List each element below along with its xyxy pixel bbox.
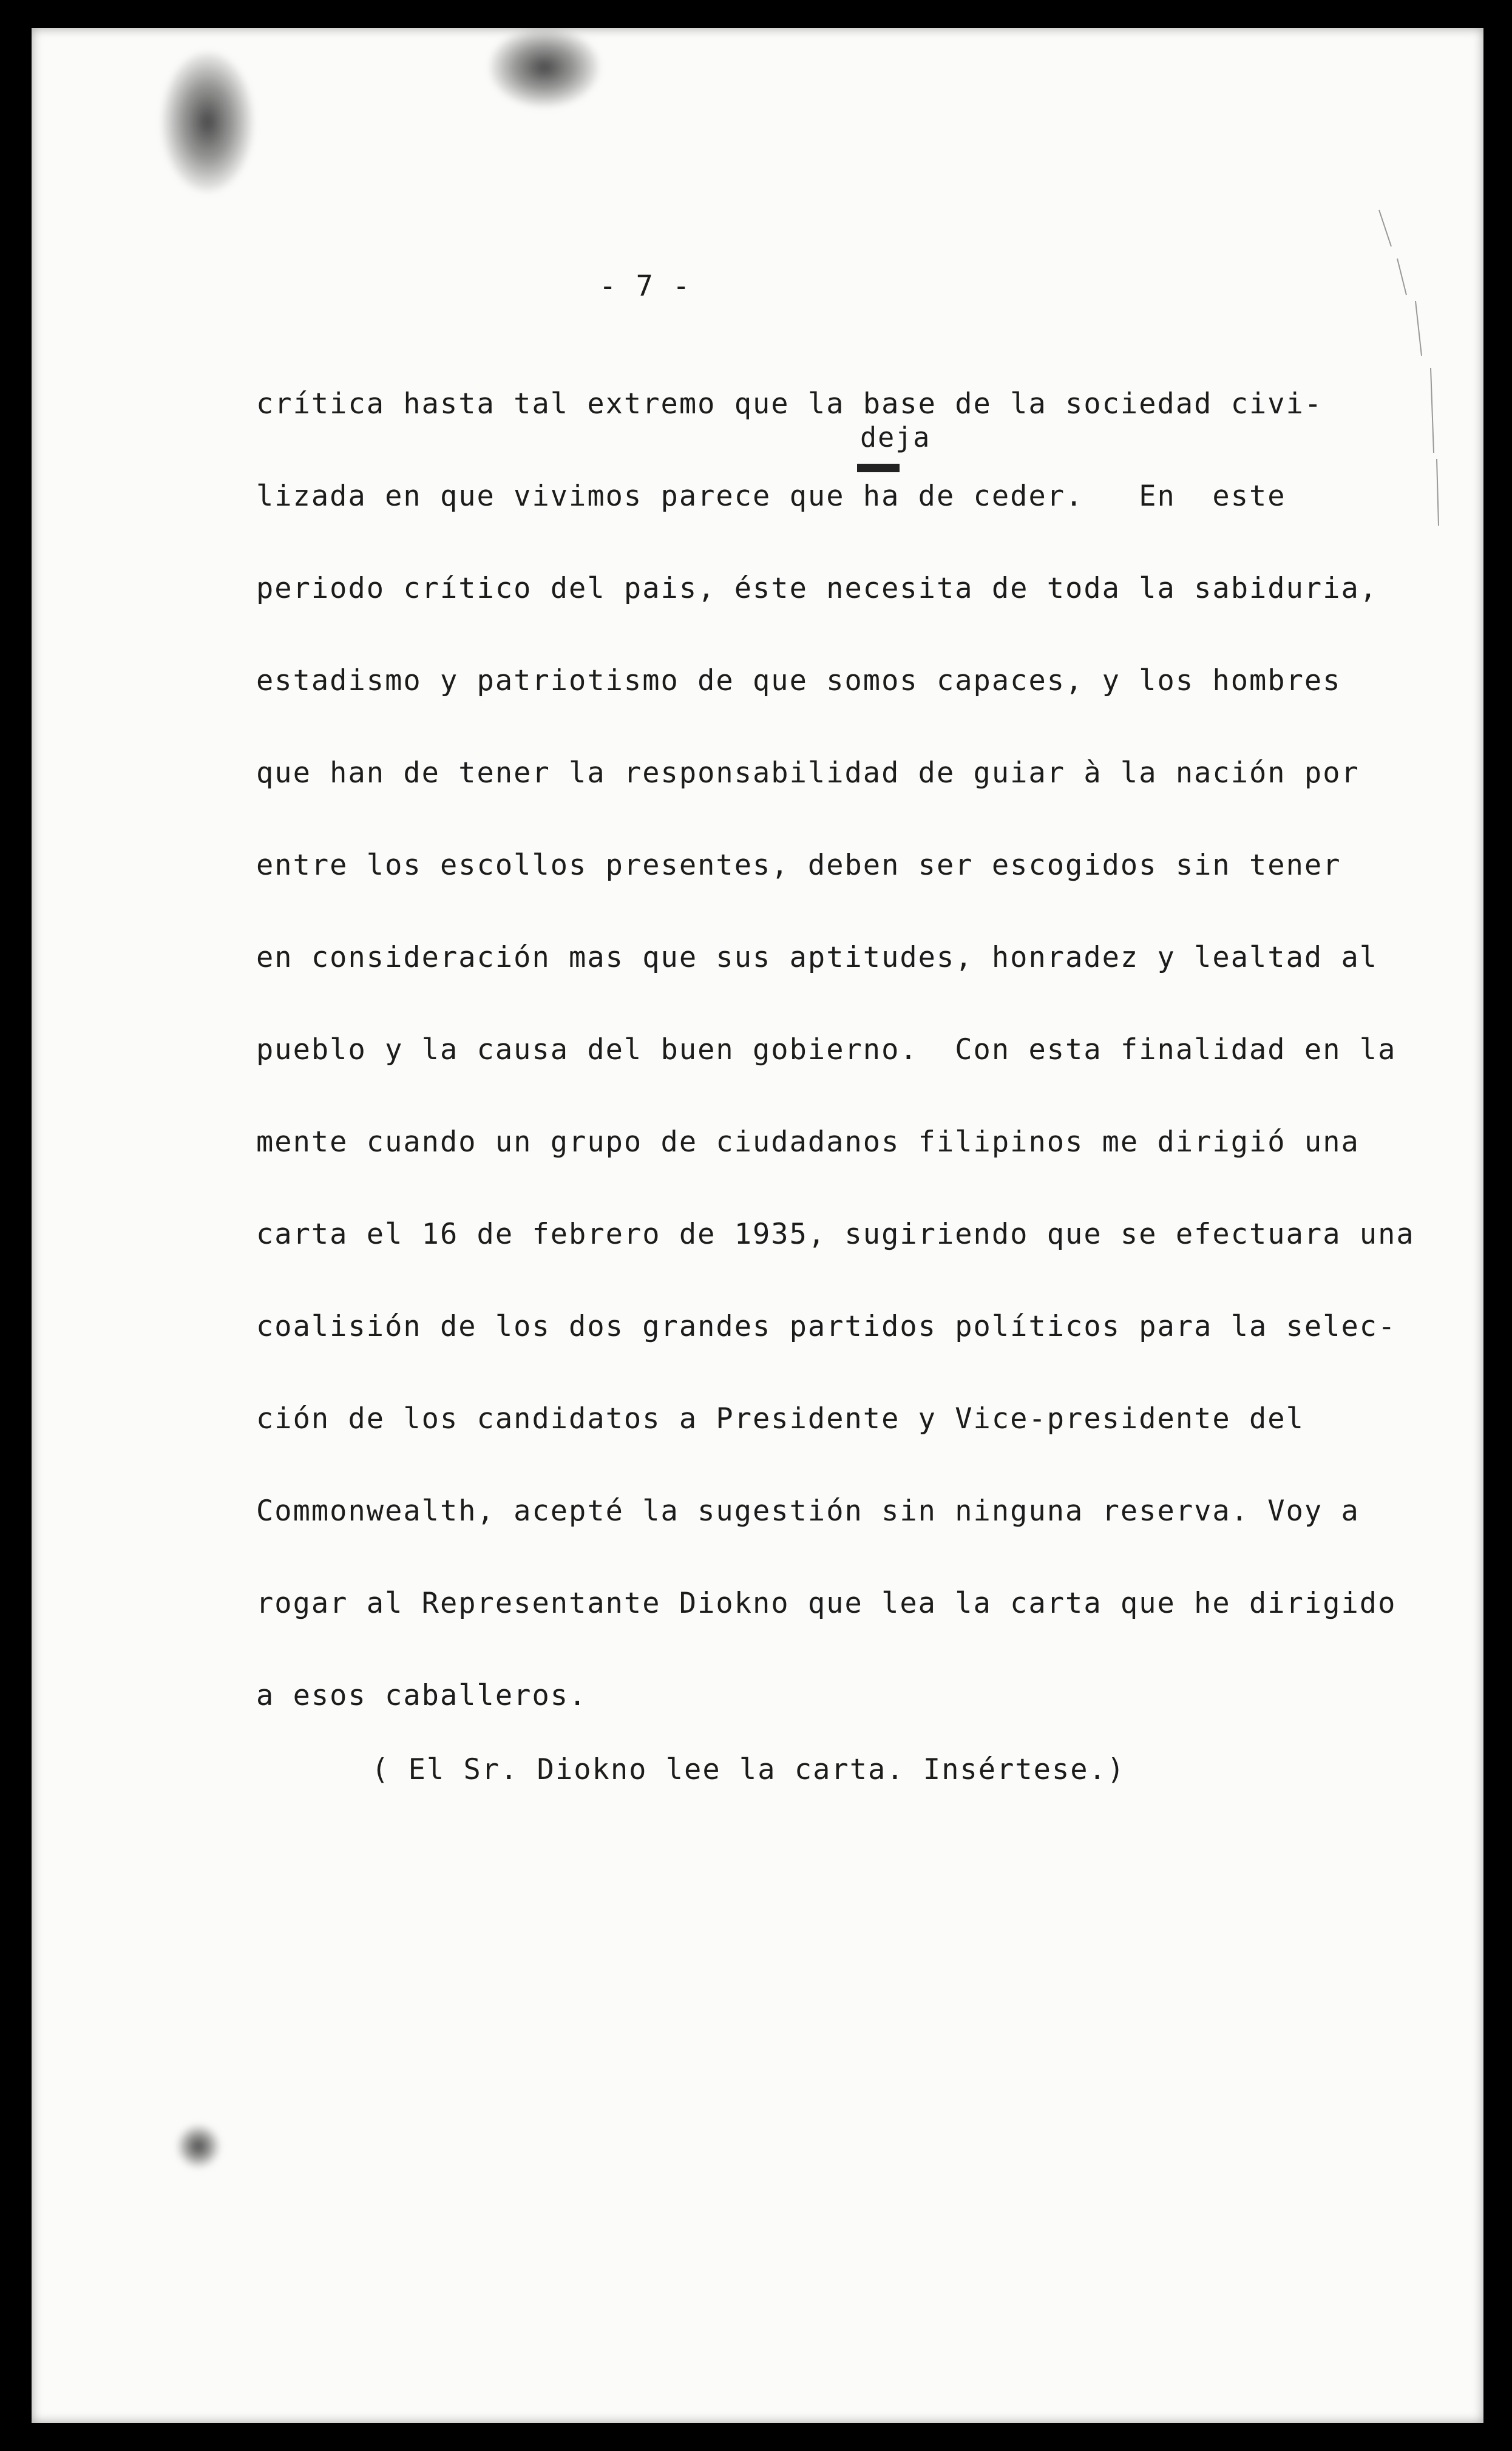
text-line: a esos caballeros. xyxy=(256,1679,588,1712)
ink-smudge-top-center xyxy=(490,28,599,107)
text-line: crítica hasta tal extremo que la base de la sociedad civi- xyxy=(256,387,1323,421)
text-line: estadismo y patriotismo de que somos capaces, y los hombres xyxy=(256,664,1341,697)
text-line: ción de los candidatos a Presidente y Vice-presidente del xyxy=(256,1402,1304,1436)
document-page xyxy=(32,28,1483,2423)
insertion-note: ( El Sr. Diokno lee la carta. Insértese.) xyxy=(371,1753,1126,1786)
text-line: Commonwealth, acepté la sugestión sin ninguna reserva. Voy a xyxy=(256,1494,1360,1528)
strikethrough-mark xyxy=(857,464,900,472)
text-line: lizada en que vivimos parece que ha de ceder. En este xyxy=(256,480,1286,513)
text-line: pueblo y la causa del buen gobierno. Con esta finalidad en la xyxy=(256,1033,1397,1066)
margin-pencil-marks xyxy=(1373,198,1446,538)
text-line: periodo crítico del pais, éste necesita de toda la sabiduria, xyxy=(256,572,1378,605)
text-line: coalisión de los dos grandes partidos políticos para la selec- xyxy=(256,1310,1397,1343)
ink-smudge-left-lower xyxy=(177,2125,220,2168)
ink-smudge-top-left xyxy=(162,52,253,192)
text-line: que han de tener la responsabilidad de guiar à la nación por xyxy=(256,756,1360,790)
text-line: rogar al Representante Diokno que lea la carta que he dirigido xyxy=(256,1587,1397,1620)
handwritten-insertion: deja xyxy=(860,421,931,453)
text-line: en consideración mas que sus aptitudes, honradez y lealtad al xyxy=(256,941,1378,974)
text-line: carta el 16 de febrero de 1935, sugiriendo que se efectuara una xyxy=(256,1218,1415,1251)
text-line: mente cuando un grupo de ciudadanos filipinos me dirigió una xyxy=(256,1125,1360,1159)
page-number: - 7 - xyxy=(599,270,691,303)
text-line: entre los escollos presentes, deben ser escogidos sin tener xyxy=(256,849,1341,882)
